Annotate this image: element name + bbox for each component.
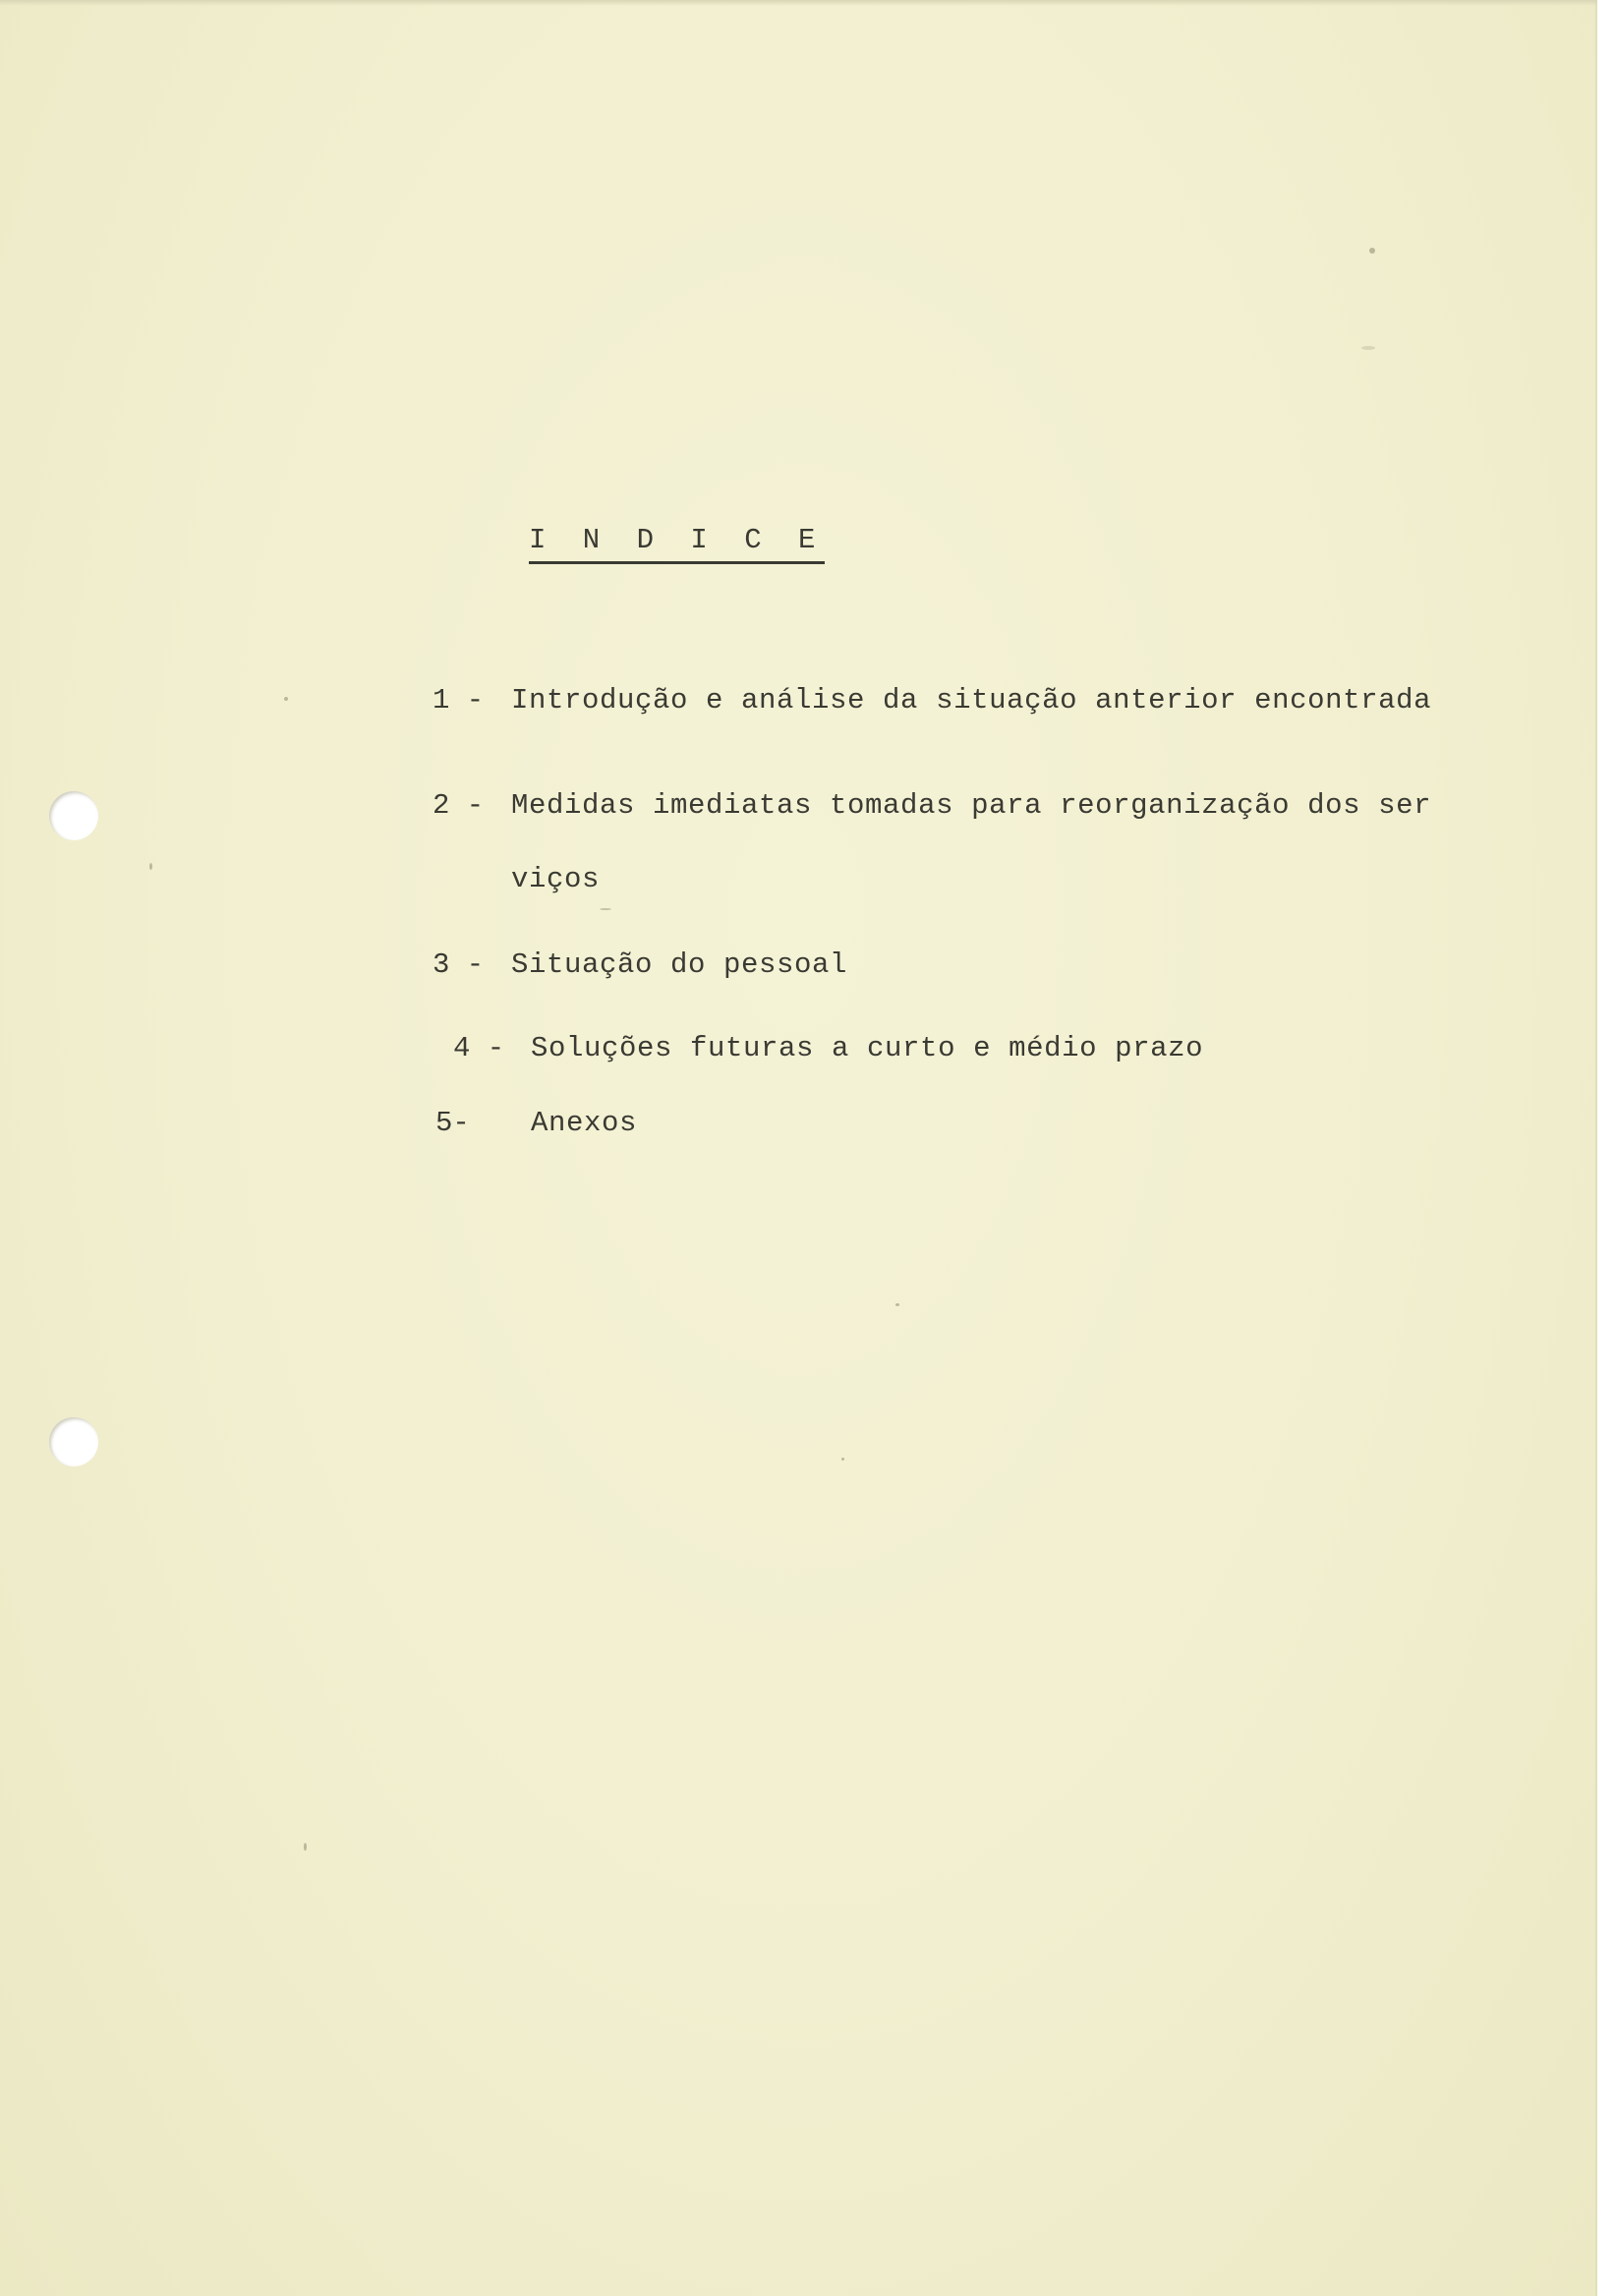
entry-text: Soluções futuras a curto e médio prazo: [531, 1032, 1204, 1064]
page-top-edge: [0, 0, 1597, 6]
paper-speck: [895, 1303, 899, 1306]
page-margin: [1597, 0, 1615, 2296]
paper-speck: [149, 863, 152, 870]
entry-number: 2 -: [433, 789, 485, 822]
entry-text: Situação do pessoal: [511, 948, 848, 981]
entry-text-continuation: viços: [511, 863, 601, 895]
punch-hole: [49, 1417, 98, 1466]
entry-number: 5-: [435, 1107, 470, 1139]
paper-speck: [841, 1458, 844, 1461]
punch-hole: [49, 791, 98, 840]
paper-speck: [1369, 248, 1375, 254]
entry-number: 3 -: [433, 948, 485, 981]
paper-speck: [304, 1843, 307, 1851]
paper-speck: [284, 697, 288, 701]
entry-number: 1 -: [433, 684, 485, 717]
entry-text: Anexos: [531, 1107, 638, 1139]
entry-text: Medidas imediatas tomadas para reorganização dos ser: [511, 789, 1432, 822]
entry-text: Introdução e análise da situação anterior encontrada: [511, 684, 1432, 717]
paper-speck: [1361, 346, 1375, 350]
entry-number: 4 -: [453, 1032, 505, 1064]
page-title: I N D I C E: [529, 524, 825, 564]
paper-speck: [600, 908, 611, 910]
